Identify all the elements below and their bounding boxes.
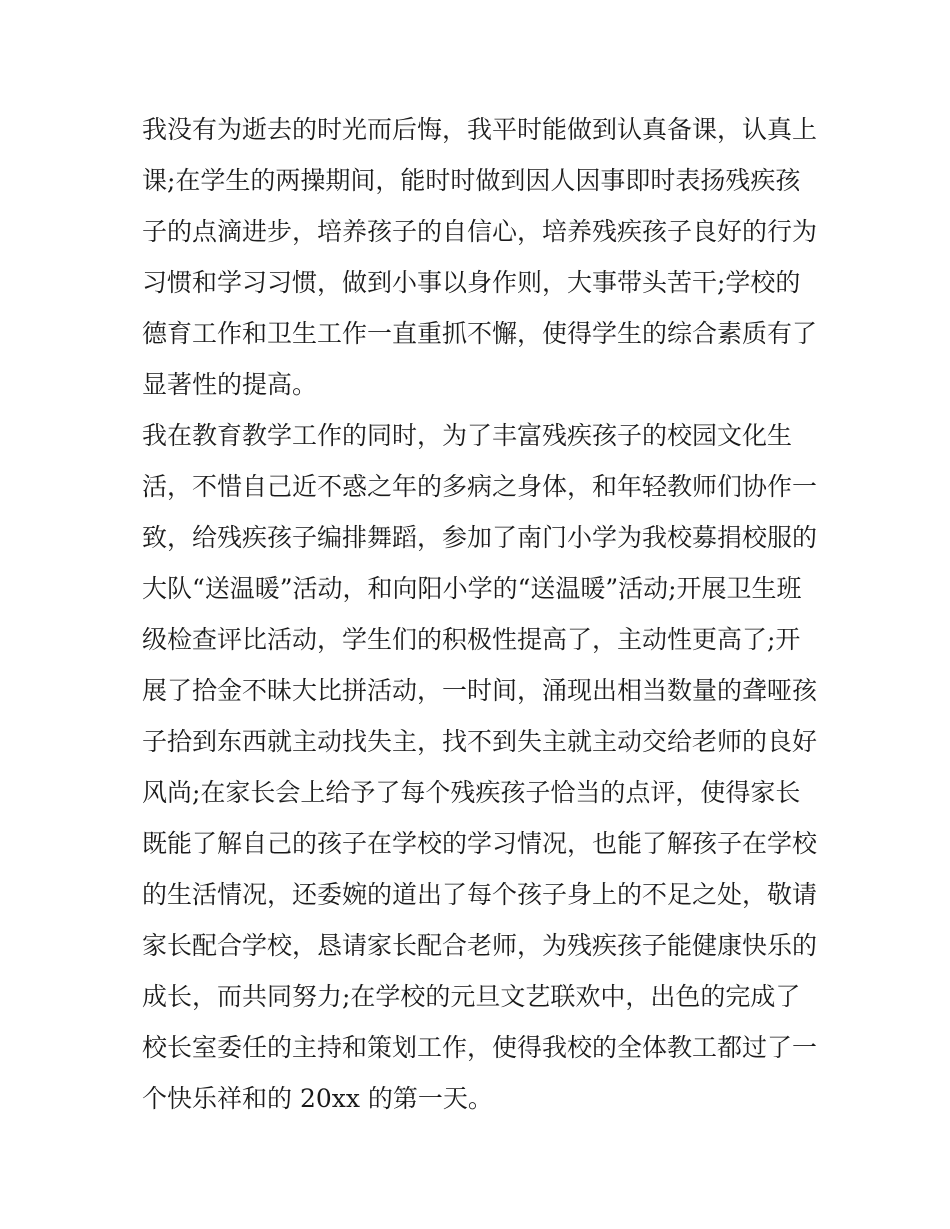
text-line: 成长，而共同努力;在学校的元旦文艺联欢中，出色的完成了 <box>142 982 801 1011</box>
text-line: 课;在学生的两操期间，能时时做到因人因事即时表扬残疾孩 <box>142 166 801 195</box>
text-line: 活，不惜自己近不惑之年的多病之身体，和年轻教师们协作一 <box>142 472 818 501</box>
text-line: 子的点滴进步，培养孩子的自信心，培养残疾孩子良好的行为 <box>142 217 818 246</box>
text-line: 家长配合学校，恳请家长配合老师，为残疾孩子能健康快乐的 <box>142 931 818 960</box>
text-line: 展了拾金不昧大比拼活动，一时间，涌现出相当数量的聋哑孩 <box>142 676 818 705</box>
text-line: 显著性的提高。 <box>142 370 318 399</box>
text-line: 个快乐祥和的 20xx 的第一天。 <box>142 1084 493 1113</box>
text-line: 我在教育教学工作的同时，为了丰富残疾孩子的校园文化生 <box>142 421 793 450</box>
paragraph-2 <box>142 410 818 1124</box>
text-line: 致，给残疾孩子编排舞蹈，参加了南门小学为我校募捐校服的 <box>142 523 818 552</box>
text-line: 校长室委任的主持和策划工作，使得我校的全体教工都过了一 <box>142 1033 818 1062</box>
paragraph-1 <box>142 104 818 410</box>
text-line: 德育工作和卫生工作一直重抓不懈，使得学生的综合素质有了 <box>142 319 818 348</box>
text-line: 我没有为逝去的时光而后悔，我平时能做到认真备课，认真上 <box>142 115 818 144</box>
text-line: 风尚;在家长会上给予了每个残疾孩子恰当的点评，使得家长 <box>142 778 801 807</box>
text-line: 级检查评比活动，学生们的积极性提高了，主动性更高了;开 <box>142 625 801 654</box>
document-body <box>142 104 818 1124</box>
text-line: 习惯和学习习惯，做到小事以身作则，大事带头苦干;学校的 <box>142 268 801 297</box>
text-line: 既能了解自己的孩子在学校的学习情况，也能了解孩子在学校 <box>142 829 818 858</box>
text-line: 的生活情况，还委婉的道出了每个孩子身上的不足之处，敬请 <box>142 880 818 909</box>
text-line: 子拾到东西就主动找失主，找不到失主就主动交给老师的良好 <box>142 727 818 756</box>
text-line: 大队“送温暖”活动，和向阳小学的“送温暖”活动;开展卫生班 <box>142 574 802 603</box>
